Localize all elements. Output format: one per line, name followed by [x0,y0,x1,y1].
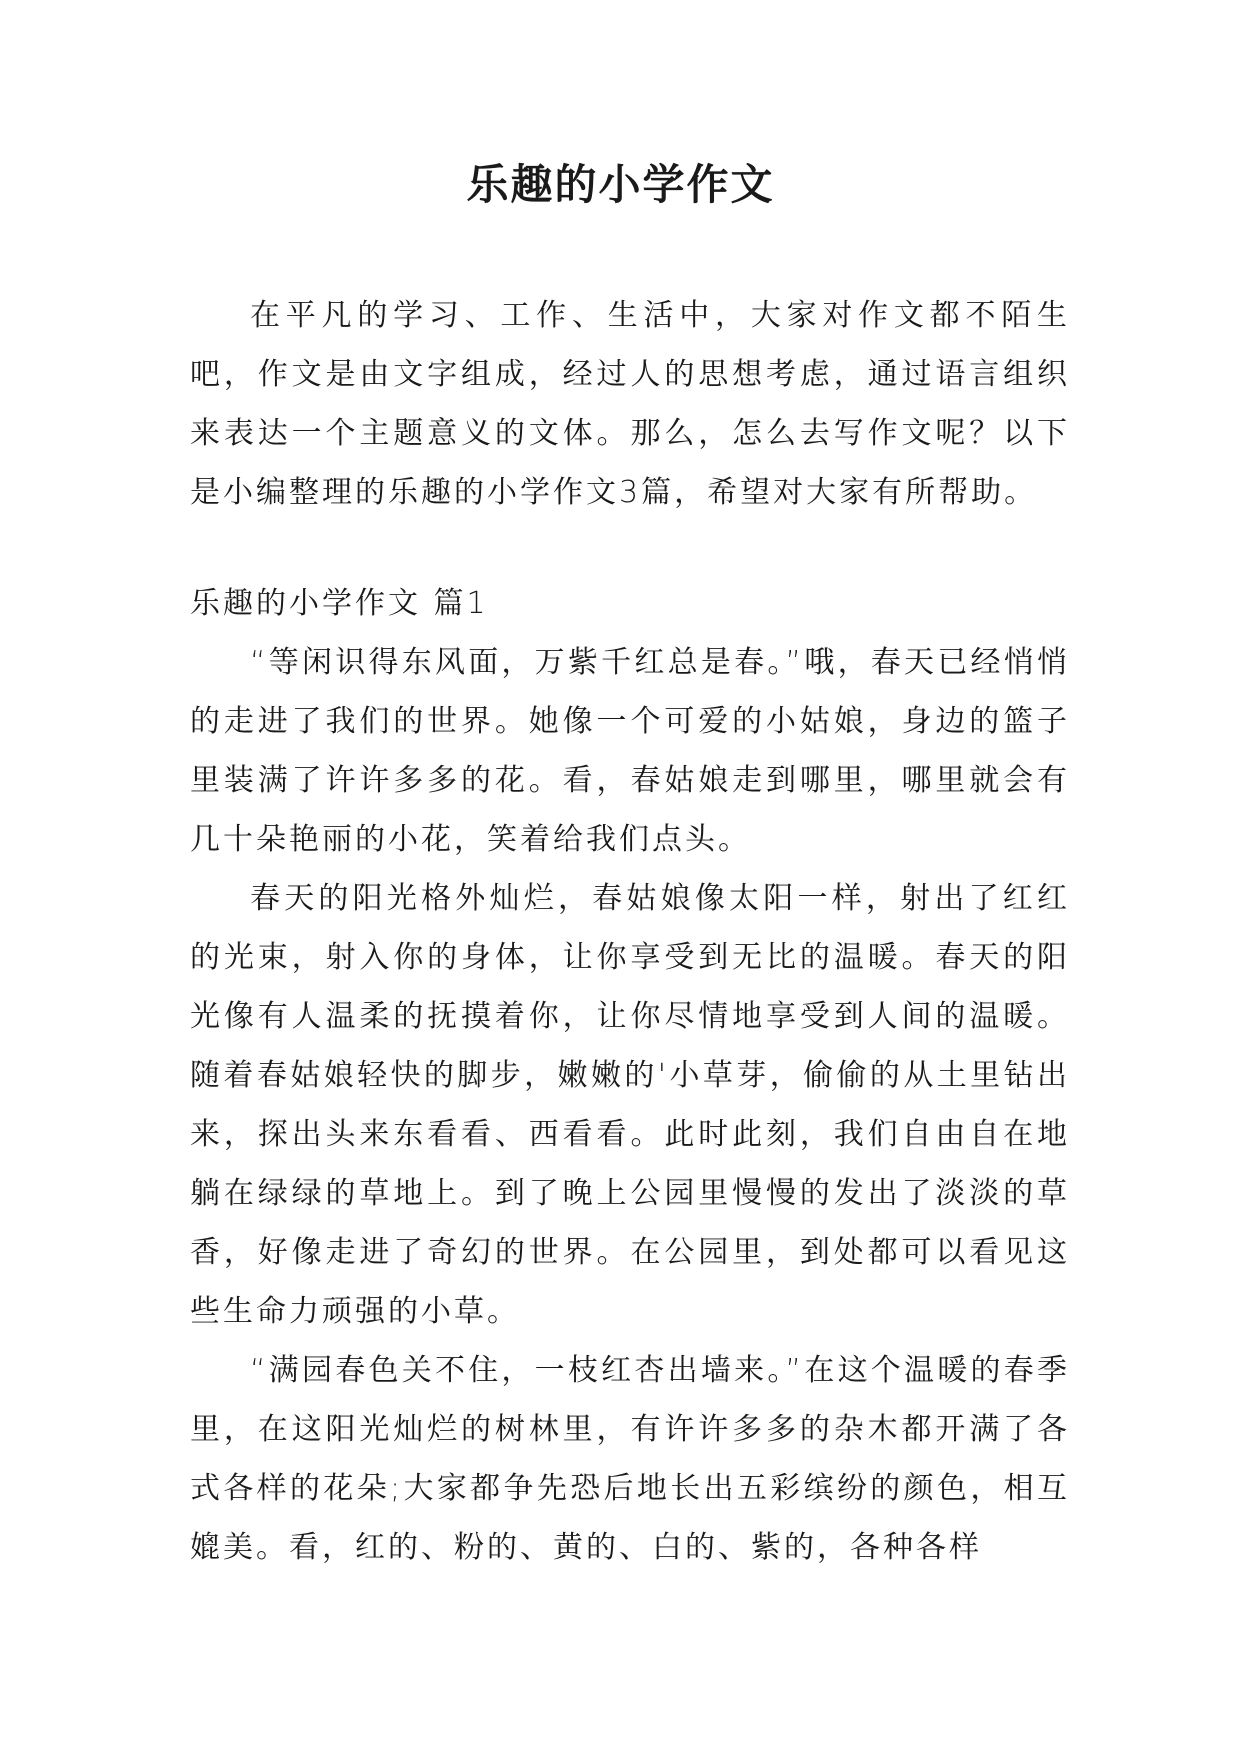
intro-paragraph: 在平凡的学习、工作、生活中，大家对作文都不陌生吧，作文是由文字组成，经过人的思想考虑，通过语言组织来表达一个主题意义的文体。那么，怎么去写作文呢？以下是小编整理的乐趣的小学作文3篇，希望对大家有所帮助。 [190,298,1070,510]
document-title: 乐趣的小学作文 [466,160,775,209]
intro-section [190,286,1070,522]
essay-paragraph-2: 春天的阳光格外灿烂，春姑娘像太阳一样，射出了红红的光束，射入你的身体，让你享受到无比的温暖。春天的阳光像有人温柔的抚摸着你，让你尽情地享受到人间的温暖。随着春姑娘轻快的脚步，嫩嫩的'小草芽，偷偷的从土里钻出来，探出头来东看看、西看看。此时此刻，我们自由自在地躺在绿绿的草地上。到了晚上公园里慢慢的发出了淡淡的草香，好像走进了奇幻的世界。在公园里，到处都可以看见这些生命力顽强的小草。 [190,881,1070,1329]
essay-paragraph-1: “等闲识得东风面，万紫千红总是春。”哦，春天已经悄悄的走进了我们的世界。她像一个可爱的小姑娘，身边的篮子里装满了许许多多的花。看，春姑娘走到哪里，哪里就会有几十朵艳丽的小花，笑着给我们点头。 [190,645,1070,857]
essay-heading: 乐趣的小学作文 篇1 [190,586,489,621]
essay-section [190,574,1070,1577]
essay-paragraph-3: “满园春色关不住，一枝红杏出墙来。”在这个温暖的春季里，在这阳光灿烂的树林里，有许许多多的杂木都开满了各式各样的花朵;大家都争先恐后地长出五彩缤纷的颜色，相互媲美。看，红的、粉的、黄的、白的、紫的，各种各样 [190,1353,1070,1565]
